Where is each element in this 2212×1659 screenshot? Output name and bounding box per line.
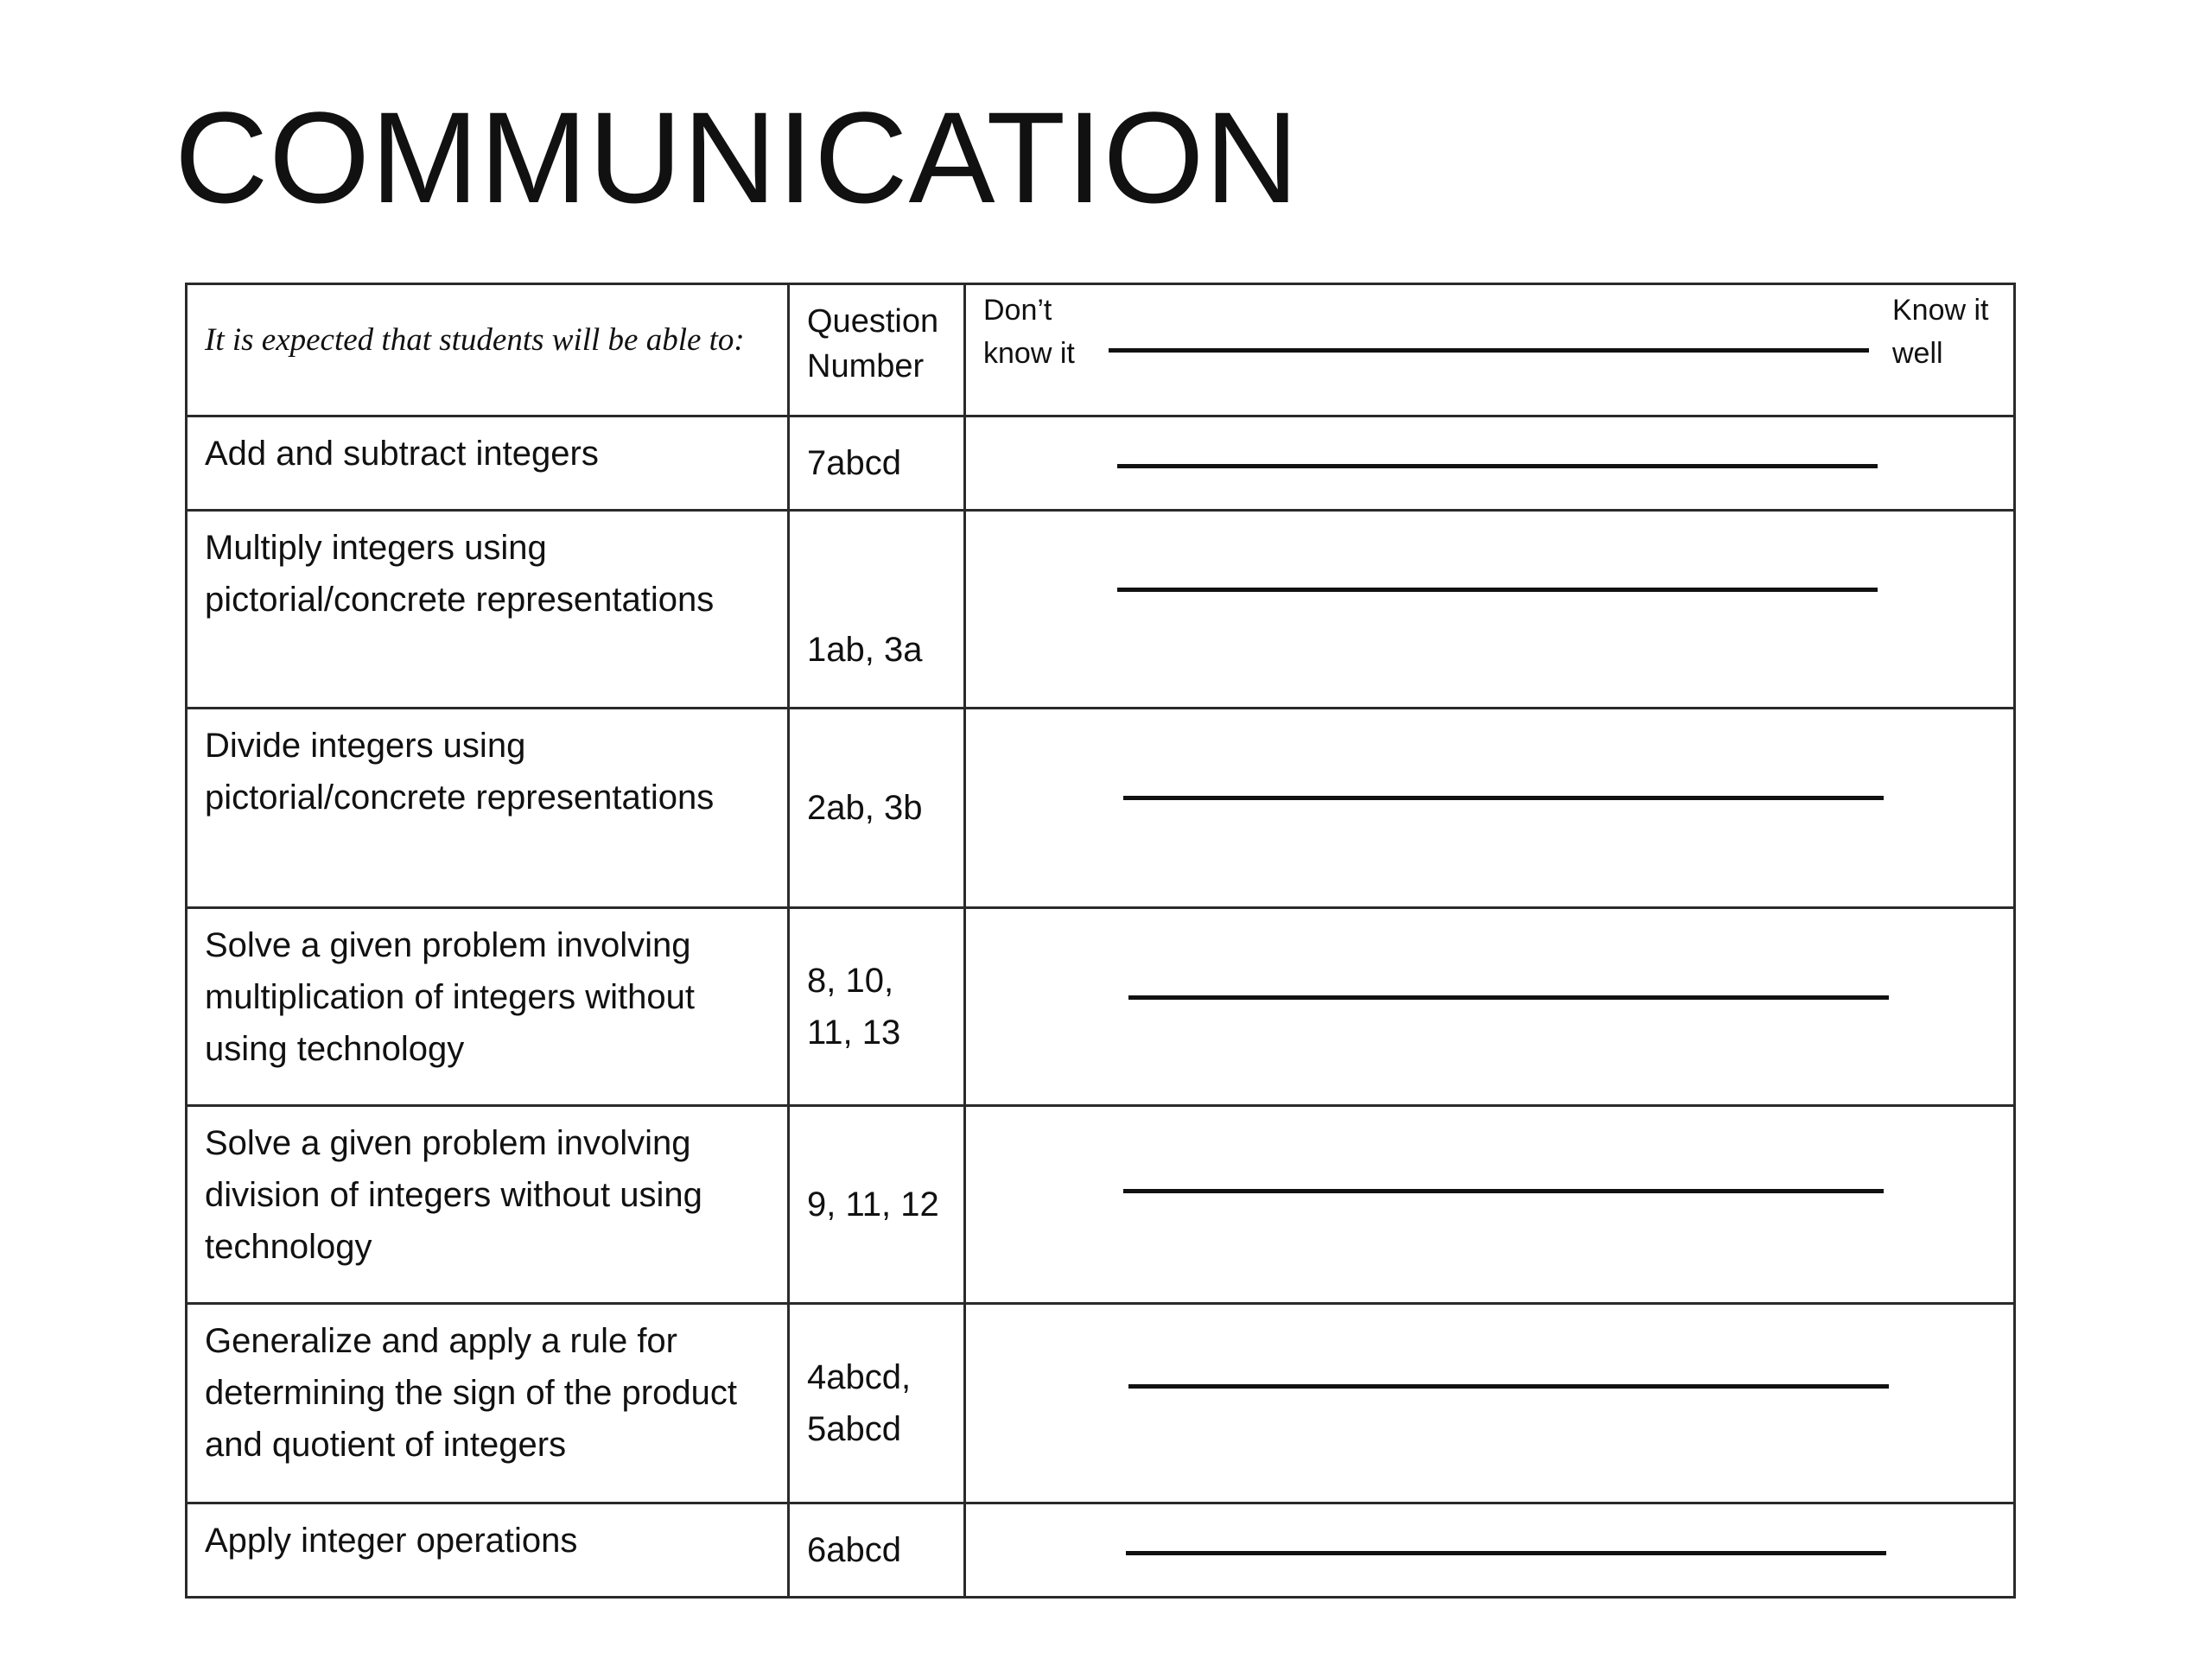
table-row [187, 511, 2015, 709]
objective-text: Add and subtract integers [205, 435, 599, 473]
rating-line[interactable] [1117, 464, 1878, 468]
page-title: COMMUNICATION [175, 85, 1300, 230]
question-numbers: 8, 10, 11, 13 [807, 962, 901, 1052]
header-row [187, 284, 2015, 416]
table-row [187, 1503, 2015, 1598]
rating-line[interactable] [1126, 1551, 1886, 1555]
table-row [187, 416, 2015, 511]
intro-cell [187, 284, 789, 416]
question-numbers: 6abcd [807, 1531, 901, 1569]
table-row [187, 1106, 2015, 1304]
rating-line[interactable] [1128, 1384, 1889, 1389]
table-row [187, 709, 2015, 908]
rating-cell [965, 511, 2015, 709]
rating-cell [965, 908, 2015, 1106]
scale-high-label: Know it well [1892, 294, 1989, 370]
scale-low-label: Don’t know it [983, 294, 1075, 370]
rating-cell [965, 709, 2015, 908]
self-assessment-table [185, 283, 2013, 1596]
intro-text: It is expected that students will be able to: [205, 322, 745, 358]
table-row [187, 1304, 2015, 1503]
question-numbers: 7abcd [807, 444, 901, 482]
rating-cell [965, 416, 2015, 511]
question-numbers: 1ab, 3a [807, 631, 923, 669]
table-row [187, 908, 2015, 1106]
rubric-table [185, 283, 2016, 1599]
scale-header-line [1109, 348, 1869, 353]
question-header-cell [789, 284, 965, 416]
rating-line[interactable] [1117, 588, 1878, 592]
rating-line[interactable] [1128, 995, 1889, 1000]
rating-line[interactable] [1123, 796, 1884, 800]
rating-line[interactable] [1123, 1189, 1884, 1193]
objective-text: Solve a given problem involving division of integers without using technology [205, 1124, 702, 1266]
objective-text: Apply integer operations [205, 1522, 578, 1560]
objective-text: Generalize and apply a rule for determining the sign of the product and quotient of integers [205, 1322, 737, 1464]
scale-header-cell [965, 284, 2015, 416]
objective-text: Solve a given problem involving multiplication of integers without using technology [205, 926, 695, 1068]
objective-text: Multiply integers using pictorial/concrete representations [205, 529, 715, 619]
question-numbers: 2ab, 3b [807, 789, 923, 827]
rating-cell [965, 1304, 2015, 1503]
rating-cell [965, 1503, 2015, 1598]
question-numbers: 9, 11, 12 [807, 1185, 939, 1224]
question-numbers: 4abcd, 5abcd [807, 1358, 912, 1448]
objective-text: Divide integers using pictorial/concrete representations [205, 727, 715, 817]
rating-cell [965, 1106, 2015, 1304]
question-number-header: Question Number [807, 303, 939, 385]
